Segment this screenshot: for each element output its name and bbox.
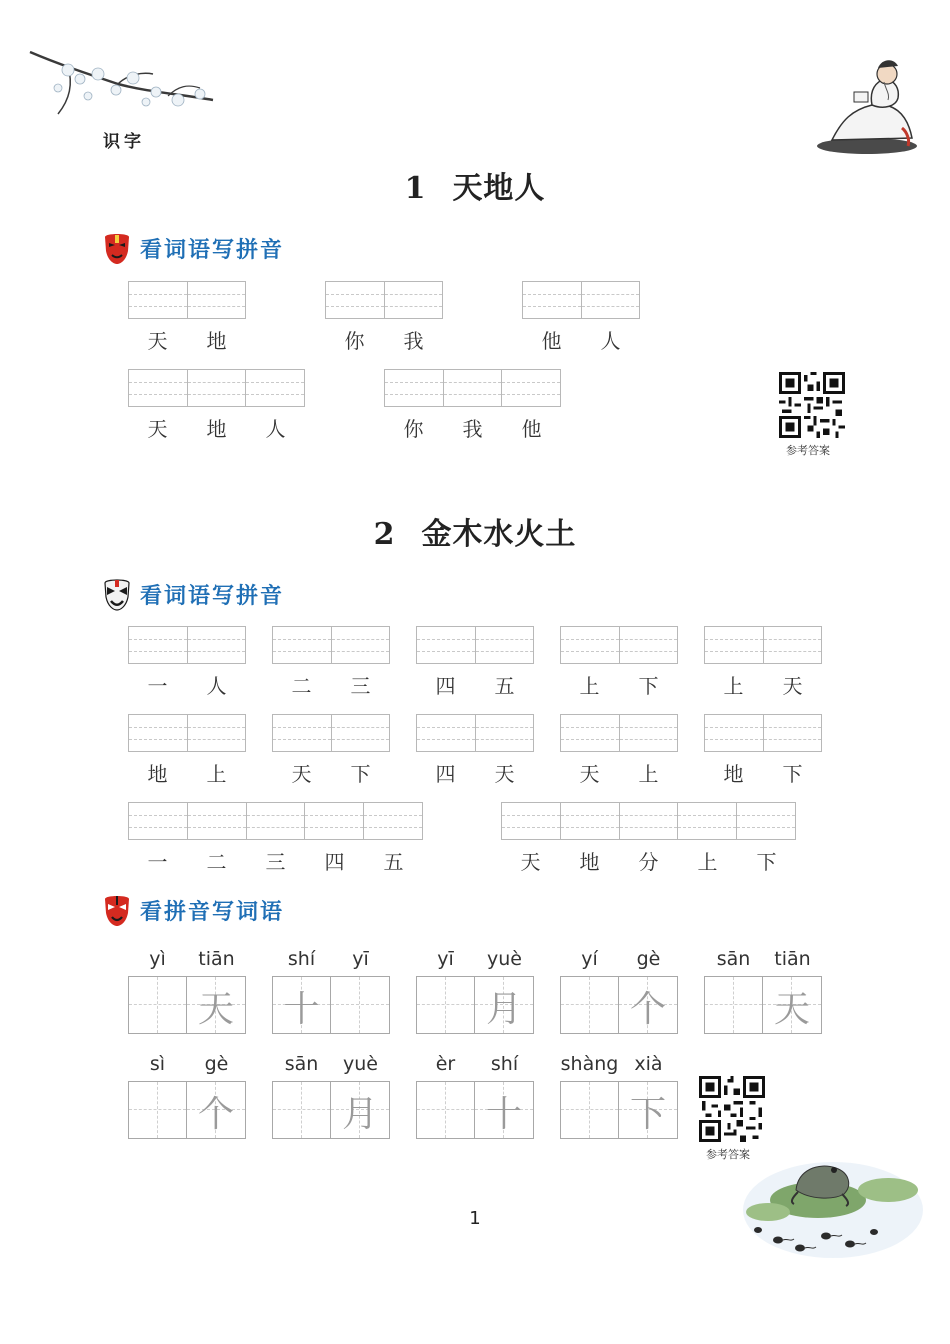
- pinyin-writing-box[interactable]: [272, 714, 390, 752]
- page-number: 1: [469, 1208, 481, 1229]
- lesson1-title: [0, 163, 950, 207]
- word-label: 天 地: [147, 329, 227, 353]
- pinyin-label: shí yī: [287, 948, 369, 970]
- frog-lotus-illustration: [738, 1140, 928, 1260]
- plum-blossom-branch-illustration: [28, 44, 218, 124]
- scholar-figure-illustration: [812, 50, 922, 160]
- header-category: 识字: [103, 132, 145, 152]
- qr-caption: 参考答案: [786, 444, 830, 457]
- character-writing-grid[interactable]: 个: [560, 976, 678, 1034]
- character-writing-grid[interactable]: 天: [128, 976, 246, 1034]
- pinyin-label: yì tiān: [149, 948, 235, 970]
- qr-code-icon[interactable]: [779, 372, 845, 438]
- pinyin-writing-box[interactable]: [501, 802, 796, 840]
- opera-mask-icon: [102, 893, 132, 927]
- character-writing-grid[interactable]: 十: [416, 1081, 534, 1139]
- word-label: 四 五: [435, 674, 515, 698]
- pinyin-writing-box[interactable]: [128, 714, 246, 752]
- character-writing-grid[interactable]: 月: [272, 1081, 390, 1139]
- word-label: 天 上: [579, 762, 659, 786]
- character-writing-grid[interactable]: 个: [128, 1081, 246, 1139]
- qr-caption: 参考答案: [706, 1148, 750, 1161]
- word-label: 一 人: [147, 674, 227, 698]
- lesson1-title-text: 天地人: [452, 171, 546, 206]
- lesson2-number: 2: [373, 517, 396, 552]
- lesson2-title: [0, 509, 950, 553]
- word-label: 上 下: [579, 674, 659, 698]
- character-writing-grid[interactable]: 下: [560, 1081, 678, 1139]
- pinyin-label: èr shí: [435, 1053, 519, 1075]
- word-label: 他 人: [541, 329, 621, 353]
- lesson2-section-b-label: 看拼音写词语: [140, 899, 285, 925]
- lesson2-section-b-header: [102, 892, 284, 928]
- word-label: 二 三: [291, 674, 371, 698]
- pinyin-writing-box[interactable]: [560, 714, 678, 752]
- lesson2-title-text: 金木水火土: [421, 517, 577, 552]
- pinyin-label: yí gè: [581, 948, 661, 970]
- lesson2-section-a-label: 看词语写拼音: [140, 583, 285, 609]
- pinyin-label: yī yuè: [437, 948, 522, 970]
- pinyin-writing-box[interactable]: [128, 626, 246, 664]
- lesson2-section-a-header: [102, 576, 284, 612]
- word-label: 天 下: [291, 762, 371, 786]
- word-label: 天 地 人: [147, 417, 286, 441]
- word-label: 地 下: [723, 762, 803, 786]
- word-label: 天 地 分 上 下: [520, 850, 777, 874]
- character-writing-grid[interactable]: 天: [704, 976, 822, 1034]
- character-writing-grid[interactable]: 月: [416, 976, 534, 1034]
- word-label: 你 我 他: [403, 417, 542, 441]
- pinyin-writing-box[interactable]: [560, 626, 678, 664]
- lesson1-number: 1: [404, 171, 427, 206]
- character-writing-grid[interactable]: 十: [272, 976, 390, 1034]
- pinyin-label: sì gè: [149, 1053, 229, 1075]
- word-label: 地 上: [147, 762, 227, 786]
- pinyin-writing-box[interactable]: [522, 281, 640, 319]
- opera-mask-icon: [102, 577, 132, 611]
- pinyin-writing-box[interactable]: [128, 802, 423, 840]
- pinyin-writing-box[interactable]: [416, 626, 534, 664]
- word-label: 一 二 三 四 五: [147, 850, 404, 874]
- word-label: 你 我: [344, 329, 424, 353]
- pinyin-writing-box[interactable]: [704, 714, 822, 752]
- pinyin-label: sān yuè: [284, 1053, 378, 1075]
- opera-mask-icon: [102, 231, 132, 265]
- pinyin-writing-box[interactable]: [128, 281, 246, 319]
- pinyin-label: shàng xià: [560, 1053, 663, 1075]
- qr-code-icon[interactable]: [699, 1076, 765, 1142]
- pinyin-writing-box[interactable]: [704, 626, 822, 664]
- word-label: 上 天: [723, 674, 803, 698]
- word-label: 四 天: [435, 762, 515, 786]
- pinyin-writing-box[interactable]: [384, 369, 561, 407]
- lesson1-section-header: [102, 230, 284, 266]
- pinyin-label: sān tiān: [716, 948, 811, 970]
- pinyin-writing-box[interactable]: [272, 626, 390, 664]
- pinyin-writing-box[interactable]: [416, 714, 534, 752]
- pinyin-writing-box[interactable]: [325, 281, 443, 319]
- pinyin-writing-box[interactable]: [128, 369, 305, 407]
- lesson1-section-label: 看词语写拼音: [140, 237, 285, 263]
